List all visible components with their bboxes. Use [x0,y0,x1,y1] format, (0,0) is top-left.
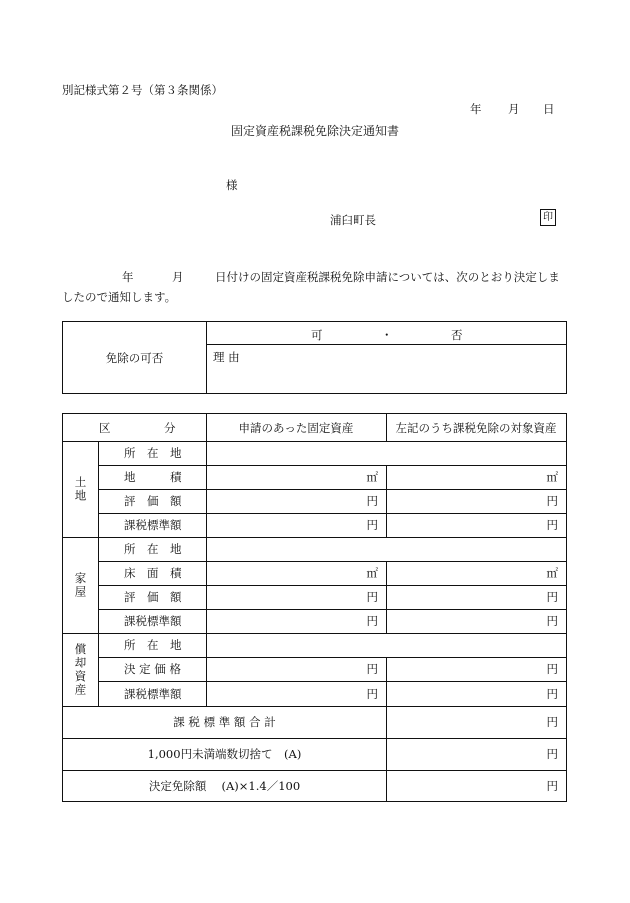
header-kubun [63,414,206,441]
intro-line-1 [62,269,567,285]
unit-cell: 円 [546,590,558,604]
unit-cell: 円 [546,518,558,532]
row-label: 評 価 額 [124,494,182,508]
group-land-label: 土地 [73,475,88,503]
grid-line [98,681,566,682]
total-tax-base-label: 課 税 標 準 額 合 計 [173,715,276,729]
unit-cell: ㎡ [366,566,378,580]
group-depreciable [63,633,98,706]
row-label: 決 定 価 格 [124,662,181,676]
unit-cell: 円 [546,686,558,701]
total-tax-base-unit: 円 [546,715,558,729]
approval-label [63,322,207,393]
group-land [63,441,98,537]
date-day: 日 [543,102,555,116]
deny-option: 否 [451,328,463,342]
header-kubun-2: 分 [164,420,176,435]
grid-line [98,441,99,706]
intro-line-2: したので通知します。 [62,290,177,304]
intro-text-1: 日付けの固定資産税課税免除申請については、次のとおり決定しま [215,270,560,284]
row-label: 所 在 地 [124,638,182,652]
grid-line [63,706,566,707]
group-building [63,537,98,633]
row-label: 所 在 地 [124,542,182,556]
approval-choice-row [206,322,566,345]
unit-cell: ㎡ [546,566,558,580]
grid-line [63,441,566,442]
date-year: 年 [470,102,482,116]
form-number-label: 別記様式第２号（第３条関係） [62,83,223,97]
group-building-label: 家屋 [73,571,88,599]
grid-line [63,738,566,739]
grid-line [206,414,207,706]
intro-year: 年 [122,270,134,284]
row-label: 課税標準額 [124,614,182,628]
row-label: 地 積 [124,470,182,484]
group-depreciable-label: 償却資産 [73,642,88,697]
rounded-amount-label: 1,000円未満端数切捨て (A) [147,747,302,761]
reason-label: 理 由 [213,350,240,364]
unit-cell: 円 [546,614,558,628]
row-label: 床 面 積 [124,566,182,580]
approve-option: 可 [311,328,323,342]
row-label: 課税標準額 [124,518,182,532]
seal-mark: 印 [540,209,556,226]
grid-line [63,537,566,538]
grid-line [98,657,566,658]
grid-line [63,633,566,634]
grid-line [386,561,387,633]
rounded-amount-unit: 円 [546,747,558,761]
header-applied-assets: 申請のあった固定資産 [238,420,354,435]
grid-line [98,513,566,514]
grid-line [386,465,387,537]
unit-cell: 円 [366,518,378,532]
unit-cell: 円 [546,494,558,508]
unit-cell: 円 [366,614,378,628]
unit-cell: ㎡ [546,470,558,484]
asset-table [62,413,567,802]
unit-cell: 円 [366,494,378,508]
grid-line [98,585,566,586]
grid-line [63,770,566,771]
unit-cell: 円 [366,686,378,701]
approval-table [62,321,567,394]
unit-cell: 円 [546,662,558,676]
grid-line [386,657,387,801]
option-separator: ・ [381,328,393,342]
header-kubun-1: 区 [99,420,111,435]
date-month: 月 [508,102,520,116]
grid-line [98,465,566,466]
exemption-amount-unit: 円 [546,778,558,793]
document-title: 固定資産税課税免除決定通知書 [230,124,399,138]
row-label: 課税標準額 [124,686,182,701]
unit-cell: 円 [366,662,378,676]
grid-line [98,489,566,490]
exemption-amount-label: 決定免除額 (A)×1.4／100 [148,778,301,793]
unit-cell: ㎡ [366,470,378,484]
grid-line [386,414,387,441]
intro-month: 月 [172,270,184,284]
row-label: 評 価 額 [124,590,182,604]
grid-line [98,609,566,610]
issuer-name: 浦臼町長 [330,213,376,227]
approval-label-text: 免除の可否 [105,350,164,365]
addressee-suffix: 様 [226,178,238,192]
grid-line [98,561,566,562]
row-label: 所 在 地 [124,446,182,460]
header-exempt-assets: 左記のうち課税免除の対象資産 [395,420,557,435]
unit-cell: 円 [366,590,378,604]
